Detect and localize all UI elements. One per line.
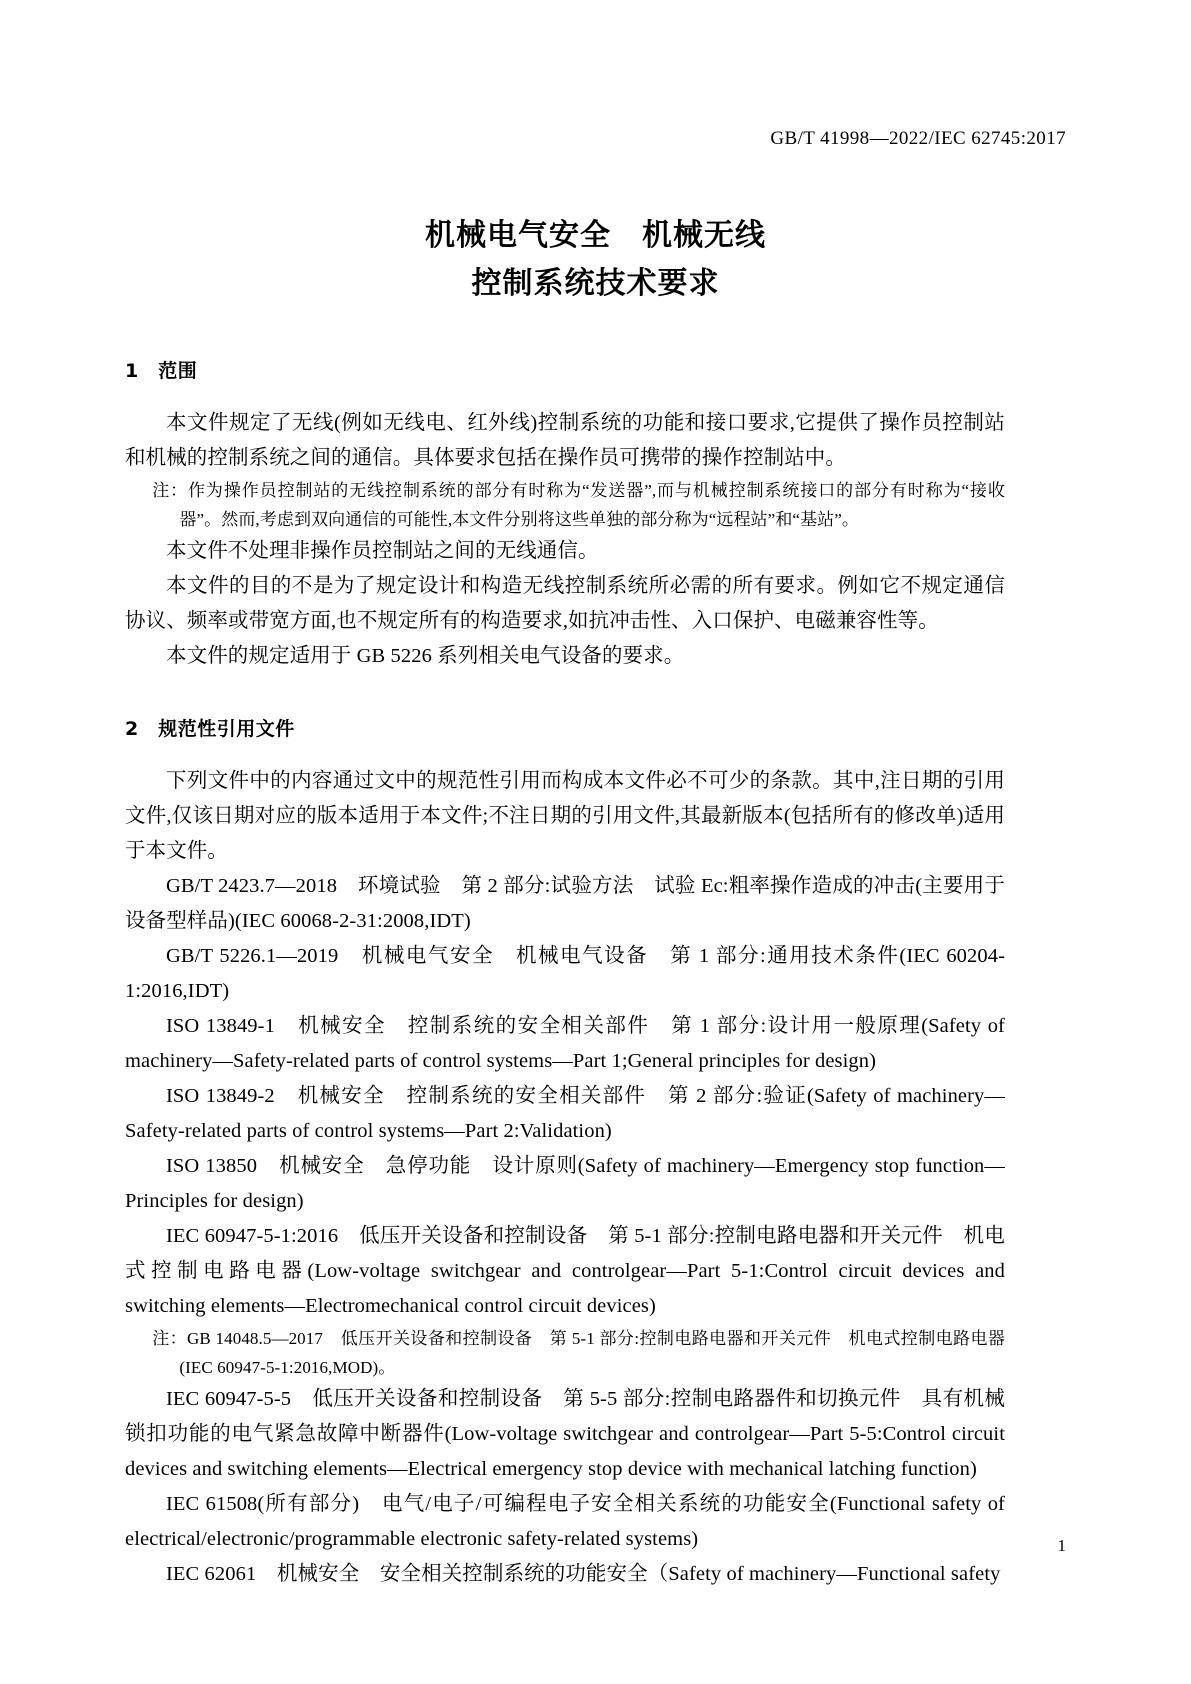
title-line-1: 机械电气安全 机械无线	[425, 218, 766, 253]
scope-paragraph-4: 本文件的规定适用于 GB 5226 系列相关电气设备的要求。	[166, 645, 685, 667]
spacer	[125, 674, 1005, 714]
scope-note-1: 注：作为操作员控制站的无线控制系统的部分有时称为“发送器”,而与机械控制系统接口的部分有时称为“接收器”。然而,考虑到双向通信的可能性,本文件分别将这些单独的部分称为“远程站”和“基站”。	[152, 481, 1005, 529]
document-body	[125, 356, 1005, 1592]
reference-entry: IEC 61508(所有部分) 电气/电子/可编程电子安全相关系统的功能安全(Functional safety of electrical/electronic/programmable electronic safety-related systems)	[125, 1493, 1005, 1550]
reference-entry: GB/T 5226.1—2019 机械电气安全 机械电气设备 第 1 部分:通用技术条件(IEC 60204-1:2016,IDT)	[125, 945, 1005, 1002]
reference-entry: IEC 60947-5-1:2016 低压开关设备和控制设备 第 5-1 部分:控制电路电器和开关元件 机电式控制电路电器(Low-voltage switchgear and controlgear—Part 5-1:Control circuit devices and switching elements—Electromechanical control circuit devices)	[125, 1225, 1005, 1317]
reference-entry: IEC 62061 机械安全 安全相关控制系统的功能安全（Safety of machinery—Functional safety	[166, 1563, 1001, 1585]
reference-entry: IEC 60947-5-5 低压开关设备和控制设备 第 5-5 部分:控制电路器件和切换元件 具有机械锁扣功能的电气紧急故障中断器件(Low-voltage switchgear and controlgear—Part 5-5:Control circuit devices and switching elements—Electrical emergency stop device with mechanical latching function)	[125, 1388, 1005, 1480]
reference-note-gb14048: 注：GB 14048.5—2017 低压开关设备和控制设备 第 5-1 部分:控制电路电器和开关元件 机电式控制电路电器(IEC 60947-5-1:2016,MOD)。	[152, 1329, 1005, 1377]
section-heading-normative-references: 2 规范性引用文件	[125, 718, 295, 740]
spacer	[125, 744, 1005, 764]
running-header	[125, 128, 1066, 150]
section-heading-scope: 1 范围	[125, 360, 198, 382]
reference-entry: GB/T 2423.7—2018 环境试验 第 2 部分:试验方法 试验 Ec:粗率操作造成的冲击(主要用于设备型样品)(IEC 60068-2-31:2008,IDT)	[125, 875, 1005, 932]
reference-entry: ISO 13850 机械安全 急停功能 设计原则(Safety of machinery—Emergency stop function—Principles for design)	[125, 1155, 1005, 1212]
page-title	[125, 212, 1066, 308]
scope-paragraph-3: 本文件的目的不是为了规定设计和构造无线控制系统所必需的所有要求。例如它不规定通信协议、频率或带宽方面,也不规定所有的构造要求,如抗冲击性、入口保护、电磁兼容性等。	[125, 575, 1005, 632]
standard-number: GB/T 41998—2022/IEC 62745:2017	[770, 128, 1066, 149]
scope-paragraph-2: 本文件不处理非操作员控制站之间的无线通信。	[166, 540, 599, 562]
spacer	[125, 386, 1005, 406]
scope-paragraph-1: 本文件规定了无线(例如无线电、红外线)控制系统的功能和接口要求,它提供了操作员控制站和机械的控制系统之间的通信。具体要求包括在操作员可携带的操作控制站中。	[125, 412, 1005, 469]
reference-entry: ISO 13849-1 机械安全 控制系统的安全相关部件 第 1 部分:设计用一般原理(Safety of machinery—Safety-related parts of control systems—Part 1;General principles for design)	[125, 1015, 1005, 1072]
reference-entry: ISO 13849-2 机械安全 控制系统的安全相关部件 第 2 部分:验证(Safety of machinery—Safety-related parts of control systems—Part 2:Validation)	[125, 1085, 1005, 1142]
title-line-2: 控制系统技术要求	[471, 266, 720, 301]
page-number: 1	[1057, 1536, 1066, 1555]
normative-references-intro: 下列文件中的内容通过文中的规范性引用而构成本文件必不可少的条款。其中,注日期的引用文件,仅该日期对应的版本适用于本文件;不注日期的引用文件,其最新版本(包括所有的修改单)适用于本文件。	[125, 770, 1005, 862]
